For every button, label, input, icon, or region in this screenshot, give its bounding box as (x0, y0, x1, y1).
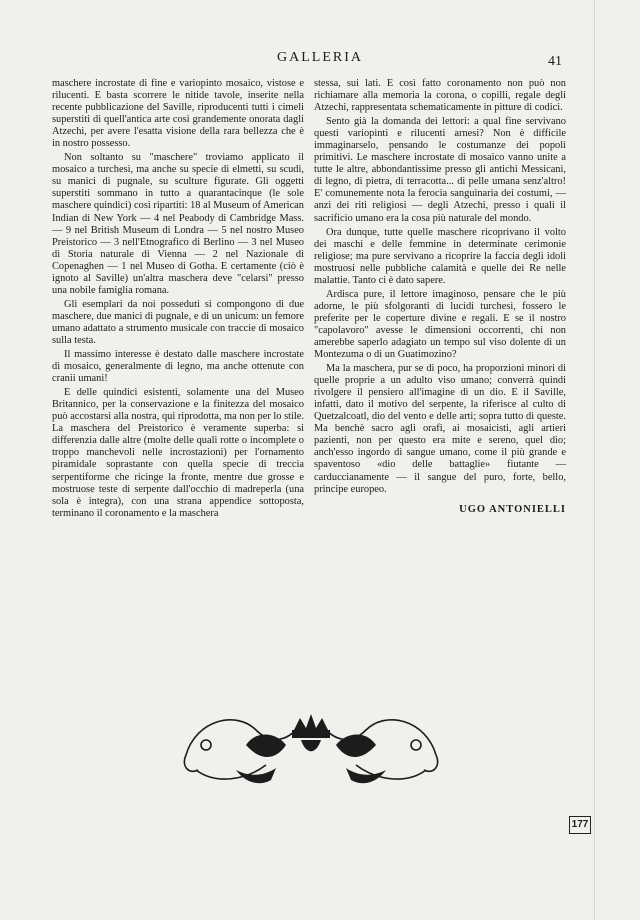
paragraph: Ma la maschera, pur se di poco, ha proporzioni minori di quelle proprie a un adulto viso umano; converrà quindi rivolgere il pensiero all'imagine di un dio. E il Saville, infatti, dato il motivo del serpente, la riferisce al culto di Quetzalcoatl, dio del vento e delle arti; sopra tutto di queste. Ma benchè sacro agli orafi, ai mosaicisti, agli artieri pazienti, non per questo era mite e sereno, quel dio; anch'esso ingordo di sangue umano, come il più grande e spaventoso «dio delle battaglie» fiutante — carduccianamente — il sangue del puro, forte, bello, principe europeo. (314, 363, 566, 495)
plate-number-box: 177 (569, 816, 591, 834)
paragraph: Ora dunque, tutte quelle maschere ricoprivano il volto dei maschi e delle femmine in determinate cerimonie religiose; ma pure servivano a ricoprire la faccia degli idoli mostruosi nelle pubbliche calamità e quelle dei Re nelle malattie. Tanto ci è dato sapere. (314, 226, 566, 286)
paragraph: Non soltanto su "maschere" troviamo applicato il mosaico a turchesi, ma anche su specie di elmetti, su scudi, su manici di pugnale, su sculture figurate. Gli oggetti superstiti sommano in tutto a quarantacinque (le sole maschere quindici) così ripartiti: 18 al Museum of American Indian di New York — 4 nel Peabody di Cambridge Mass. — 9 nel British Museum di Londra — 5 nel nostro Museo Preistorico — 3 nell'Etnografico di Berlino — 3 nel Museo di Storia naturale di Vienna — 2 nel Nazionale di Copenaghen — 1 nel Museo di Gotha. E certamente (ciò è ignoto al Saville) un'altra maschera deve "celarsi" presso una nobile famiglia romana. (52, 152, 304, 296)
paragraph: Il massimo interesse è destato dalle maschere incrostate di mosaico, generalmente di legno, ma anche ottenute con cranii umani! (52, 349, 304, 385)
paragraph: Ardisca pure, il lettore imaginoso, pensare che le più adorne, le più sfolgoranti di lucidi turchesi, fossero le preferite per le coperture divine e regali. E se il nostro "capolavoro" avesse le dimensioni occorrenti, chi non amerebbe saperlo adagiato un tempo sul viso dolente di un Montezuma o di un Guatimozino? (314, 288, 566, 361)
author-signature: UGO ANTONIELLI (459, 503, 566, 515)
paragraph: Sento già la domanda dei lettori: a qual fine servivano questi variopinti e rilucenti arnesi? Non è difficile immaginarselo, pensando le costumanze dei popoli primitivi. Le maschere incrostate di mosaico vanno unite a tutte le altre, abbondantissime presso gli antichi Messicani, di legno, di pietra, di terracotta... di pelle umana senz'altro! E' comunemente nota la ferocia sanguinaria dei costumi, — anzi dei riti religiosi — degli Atzechi, presso i quali il sacrificio umano era la cosa più naturale del mondo. (314, 116, 566, 224)
running-title: GALLERIA (277, 50, 363, 65)
paragraph: stessa, sui lati. E così fatto coronamento non può non richiamare alla memoria la corona, o copilli, regale degli Atzechi, rappresentata schematicamente in pitture di codici. (314, 78, 566, 114)
page-edge-line (594, 0, 595, 920)
left-column (52, 78, 304, 522)
paragraph: Gli esemplari da noi posseduti si compongono di due maschere, due manici di pugnale, e di un unicum: un femore umano adattato a strumento musicale con traccie di mosaico sulla testa. (52, 298, 304, 346)
paragraph: E delle quindici esistenti, solamente una del Museo Britannico, per la conservazione e la finitezza del mosaico può accostarsi alla nostra, qui riprodotta, ma non per lo stile. La maschera del Preistorico è veramente superba: si differenzia dalle altre (molte delle quali rotte o incomplete o troppo manchevoli nelle incrostazioni) per l'ornamento piramidale soprastante con quella specie di treccia serpentiforme che ricinge la fronte, mentre due grosse e mostruose teste di serpente dall'occhio di madreperla (una sola è integra), con una strana appendice sottoposta, terminano il coronamento e la maschera (52, 387, 304, 519)
page-number: 41 (548, 54, 562, 69)
decorative-ornament-icon (176, 700, 446, 790)
right-column (314, 78, 566, 516)
paragraph: maschere incrostate di fine e variopinto mosaico, vistose e rilucenti. E basta scorrere le nitide tavole, inserite nella recente pubblicazione del Saville, riproducenti tutti i cimeli superstiti di quell'antica arte così grandemente onorata dagli Atzechi, per avere l'esatta visione della rara bellezza che è in nostro possesso. (52, 78, 304, 150)
